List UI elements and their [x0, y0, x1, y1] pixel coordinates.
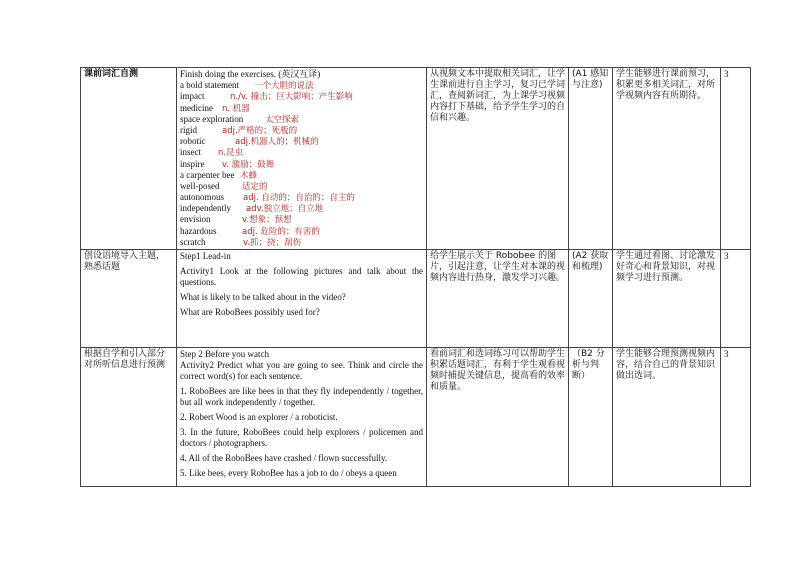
vocab-word: independently	[180, 203, 231, 214]
vocab-word: well-posed	[180, 180, 220, 191]
lesson-plan-table	[80, 67, 751, 487]
vocab-item	[180, 114, 423, 125]
vocab-meaning: 一个大胆的说法	[254, 81, 314, 92]
table-row	[81, 348, 751, 487]
question: What are RoboBees possibly used for?	[180, 307, 320, 317]
time-cell: 3	[721, 250, 751, 348]
purpose-cell: 看前词汇和选词练习可以帮助学生积累话题词汇，有利于学生观看视频时捕捉关键信息，提高看的效率和质量。	[427, 348, 569, 487]
stage-cell: 创设语境导入主题，熟悉话题	[81, 250, 177, 348]
exercise-item: 4. All of the RoboBees have crashed / flown successfully.	[180, 453, 388, 463]
vocab-word: a carpenter bee	[180, 169, 235, 180]
vocab-meaning: 太空探索	[265, 114, 300, 125]
vocab-word: a bold statement	[180, 80, 239, 91]
vocab-item	[180, 147, 423, 158]
vocab-word: inspire	[180, 158, 205, 169]
evaluation-cell: 学生能够合理预测视频内容，结合自己的背景知识做出选词。	[613, 348, 721, 487]
vocab-word: autonomous	[180, 192, 224, 203]
vocab-list	[180, 80, 423, 248]
vocab-word: medicine	[180, 102, 213, 113]
vocab-word: space exploration	[180, 113, 244, 124]
activity-cell	[177, 348, 427, 487]
standard-cell: (A2 获取和梳理)	[569, 250, 613, 348]
table-row	[81, 250, 751, 348]
exercise-item: 3. In the future, RoboBees could help explorers / policemen and doctors / photographers.	[180, 427, 423, 448]
step-title: Step1 Lead-in	[180, 251, 231, 261]
vocab-meaning: n.昆虫	[218, 148, 244, 159]
evaluation-cell: 学生能够进行课前预习，积累更多相关词汇，对所学视频内容有所期待。	[613, 68, 721, 250]
activity-instruction: Activity1 Look at the following pictures and talk about the questions.	[180, 266, 423, 287]
question: What is likely to be talked about in the video?	[180, 292, 346, 302]
vocab-meaning: 木蜂	[240, 170, 258, 181]
vocab-item	[180, 170, 423, 181]
vocab-word: impact	[180, 91, 205, 102]
vocab-item	[180, 192, 423, 203]
vocab-item	[180, 136, 423, 147]
vocab-item	[180, 80, 423, 91]
vocab-meaning: adj. 危险的；有害的	[242, 226, 320, 237]
activity-cell	[177, 250, 427, 348]
vocab-word: hazardous	[180, 225, 217, 236]
stage-cell: 课前词汇自测	[81, 68, 177, 250]
vocab-meaning: adj.机器人的；机械的	[235, 137, 319, 148]
purpose-cell: 给学生展示关于 Robobee 的图片，引起注意，让学生对本课的视频内容进行热身，激发学习兴趣。	[427, 250, 569, 348]
exercise-item: 5. Like bees, every RoboBee has a job to do / obeys a queen	[180, 468, 397, 478]
vocab-item	[180, 159, 423, 170]
vocab-item	[180, 91, 423, 102]
vocab-word: insect	[180, 147, 201, 158]
activity-cell	[177, 68, 427, 250]
vocab-meaning: v.想象；预想	[242, 215, 292, 226]
vocab-word: envision	[180, 214, 211, 225]
vocab-meaning: v.抓；挠；刮伤	[243, 237, 302, 248]
vocab-item	[180, 214, 423, 225]
stage-cell: 根据自学和引入部分对所听信息进行预测	[81, 348, 177, 487]
vocab-meaning: v. 激励；鼓舞	[222, 159, 275, 170]
vocab-meaning: 适定的	[242, 181, 268, 192]
vocab-item	[180, 181, 423, 192]
vocab-meaning: n. 机器	[222, 103, 250, 114]
standard-cell: （B2 分析与判断）	[569, 348, 613, 487]
time-cell: 3	[721, 68, 751, 250]
vocab-meaning: adj. 自动的；自治的；自主的	[243, 193, 355, 204]
vocab-item	[180, 203, 423, 214]
step-title: Step 2 Before you watch	[180, 349, 269, 359]
table-row	[81, 68, 751, 250]
vocab-item	[180, 125, 423, 136]
purpose-cell: 从视频文本中提取相关词汇，让学生课前进行自主学习，复习已学词汇，查阅新词汇，为上课学习视频内容打下基础，给予学生学习的自信和兴趣。	[427, 68, 569, 250]
time-cell: 3	[721, 348, 751, 487]
vocab-word: rigid	[180, 124, 197, 135]
vocab-meaning: adv.独立地；自立地	[246, 204, 324, 215]
activity-intro: Finish doing the exercises. (英汉互译)	[180, 69, 321, 79]
vocab-word: scratch	[180, 236, 206, 247]
activity-instruction: Activity2 Predict what you are going to see. Think and circle the correct word(s) for each sentence.	[180, 360, 423, 381]
standard-cell: (A1 感知与注意)	[569, 68, 613, 250]
vocab-item	[180, 103, 423, 114]
vocab-item	[180, 237, 423, 248]
evaluation-cell: 学生通过看图、讨论激发好奇心和背景知识，对视频学习进行预测。	[613, 250, 721, 348]
vocab-item	[180, 226, 423, 237]
vocab-word: robotic	[180, 136, 206, 147]
exercise-item: 2. Robert Wood is an explorer / a roboticist.	[180, 412, 338, 422]
vocab-meaning: adj.严格的；死板的	[222, 125, 298, 136]
vocab-meaning: n./v. 撞击；巨大影响；产生影响	[230, 92, 353, 103]
exercise-item: 1. RoboBees are like bees in that they fly independently / together, but all work independently / together.	[180, 386, 423, 407]
